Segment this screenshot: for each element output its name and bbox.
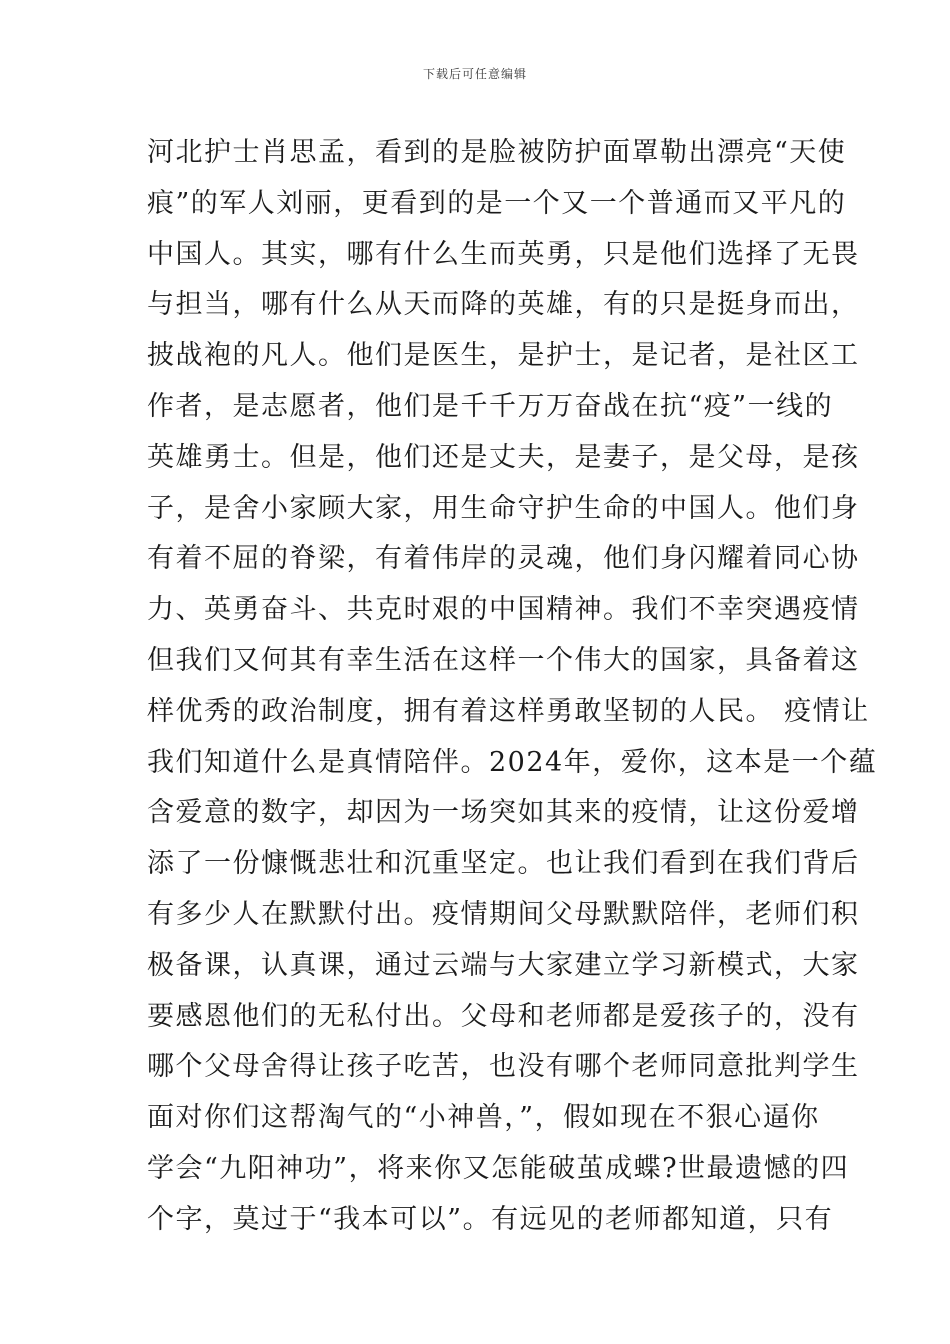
text-line: 有着不屈的脊梁，有着伟岸的灵魂，他们身闪耀着同心协: [147, 543, 860, 575]
text-line: 面对你们这帮淘气的“小神兽，”，假如现在不狠心逼你: [147, 1102, 820, 1134]
text-line: 哪个父母舍得让孩子吃苦，也没有哪个老师同意批判学生: [147, 1051, 860, 1083]
text-line: 要感恩他们的无私付出。父母和老师都是爱孩子的，没有: [147, 1000, 860, 1032]
body-text: [147, 128, 878, 1246]
text-line: 中国人。其实，哪有什么生而英勇，只是他们选择了无畏: [147, 238, 860, 270]
text-line: 披战袍的凡人。他们是医生，是护士，是记者，是社区工: [147, 340, 860, 372]
text-line: 痕”的军人刘丽，更看到的是一个又一个普通而又平凡的: [147, 187, 847, 219]
text-line: 力、英勇奋斗、共克时艰的中国精神。我们不幸突遇疫情: [147, 594, 860, 626]
text-line: 与担当，哪有什么从天而降的英雄，有的只是挺身而出，: [147, 289, 860, 321]
text-line: 英雄勇士。但是，他们还是丈夫，是妻子，是父母，是孩: [147, 441, 860, 473]
page-header-note: 下载后可任意编辑: [422, 67, 527, 81]
text-line: 河北护士肖思孟，看到的是脸被防护面罩勒出漂亮“天使: [147, 137, 847, 168]
text-line: 个字，莫过于“我本可以”。有远见的老师都知道，只有: [147, 1203, 834, 1235]
text-line: 子，是舍小家顾大家，用生命守护生命的中国人。他们身: [147, 492, 860, 524]
text-line: 添了一份慷慨悲壮和沉重坚定。也让我们看到在我们背后: [147, 848, 860, 880]
text-line: 极备课，认真课，通过云端与大家建立学习新模式，大家: [147, 949, 860, 981]
text-line: 作者，是志愿者，他们是千千万万奋战在抗“疫”一线的: [147, 390, 834, 422]
text-line: 含爱意的数字，却因为一场突如其来的疫情，让这份爱增: [147, 797, 860, 829]
text-line: 但我们又何其有幸生活在这样一个伟大的国家，具备着这: [147, 644, 860, 676]
text-line: 学会“九阳神功”，将来你又怎能破茧成蝶?世最遗憾的四: [147, 1152, 850, 1184]
text-line: 样优秀的政治制度，拥有着这样勇敢坚韧的人民。 疫情让: [147, 695, 870, 727]
text-line: 我们知道什么是真情陪伴。2024年，爱你，这本是一个蕴: [147, 746, 878, 778]
text-line: 有多少人在默默付出。疫情期间父母默默陪伴，老师们积: [147, 898, 860, 930]
